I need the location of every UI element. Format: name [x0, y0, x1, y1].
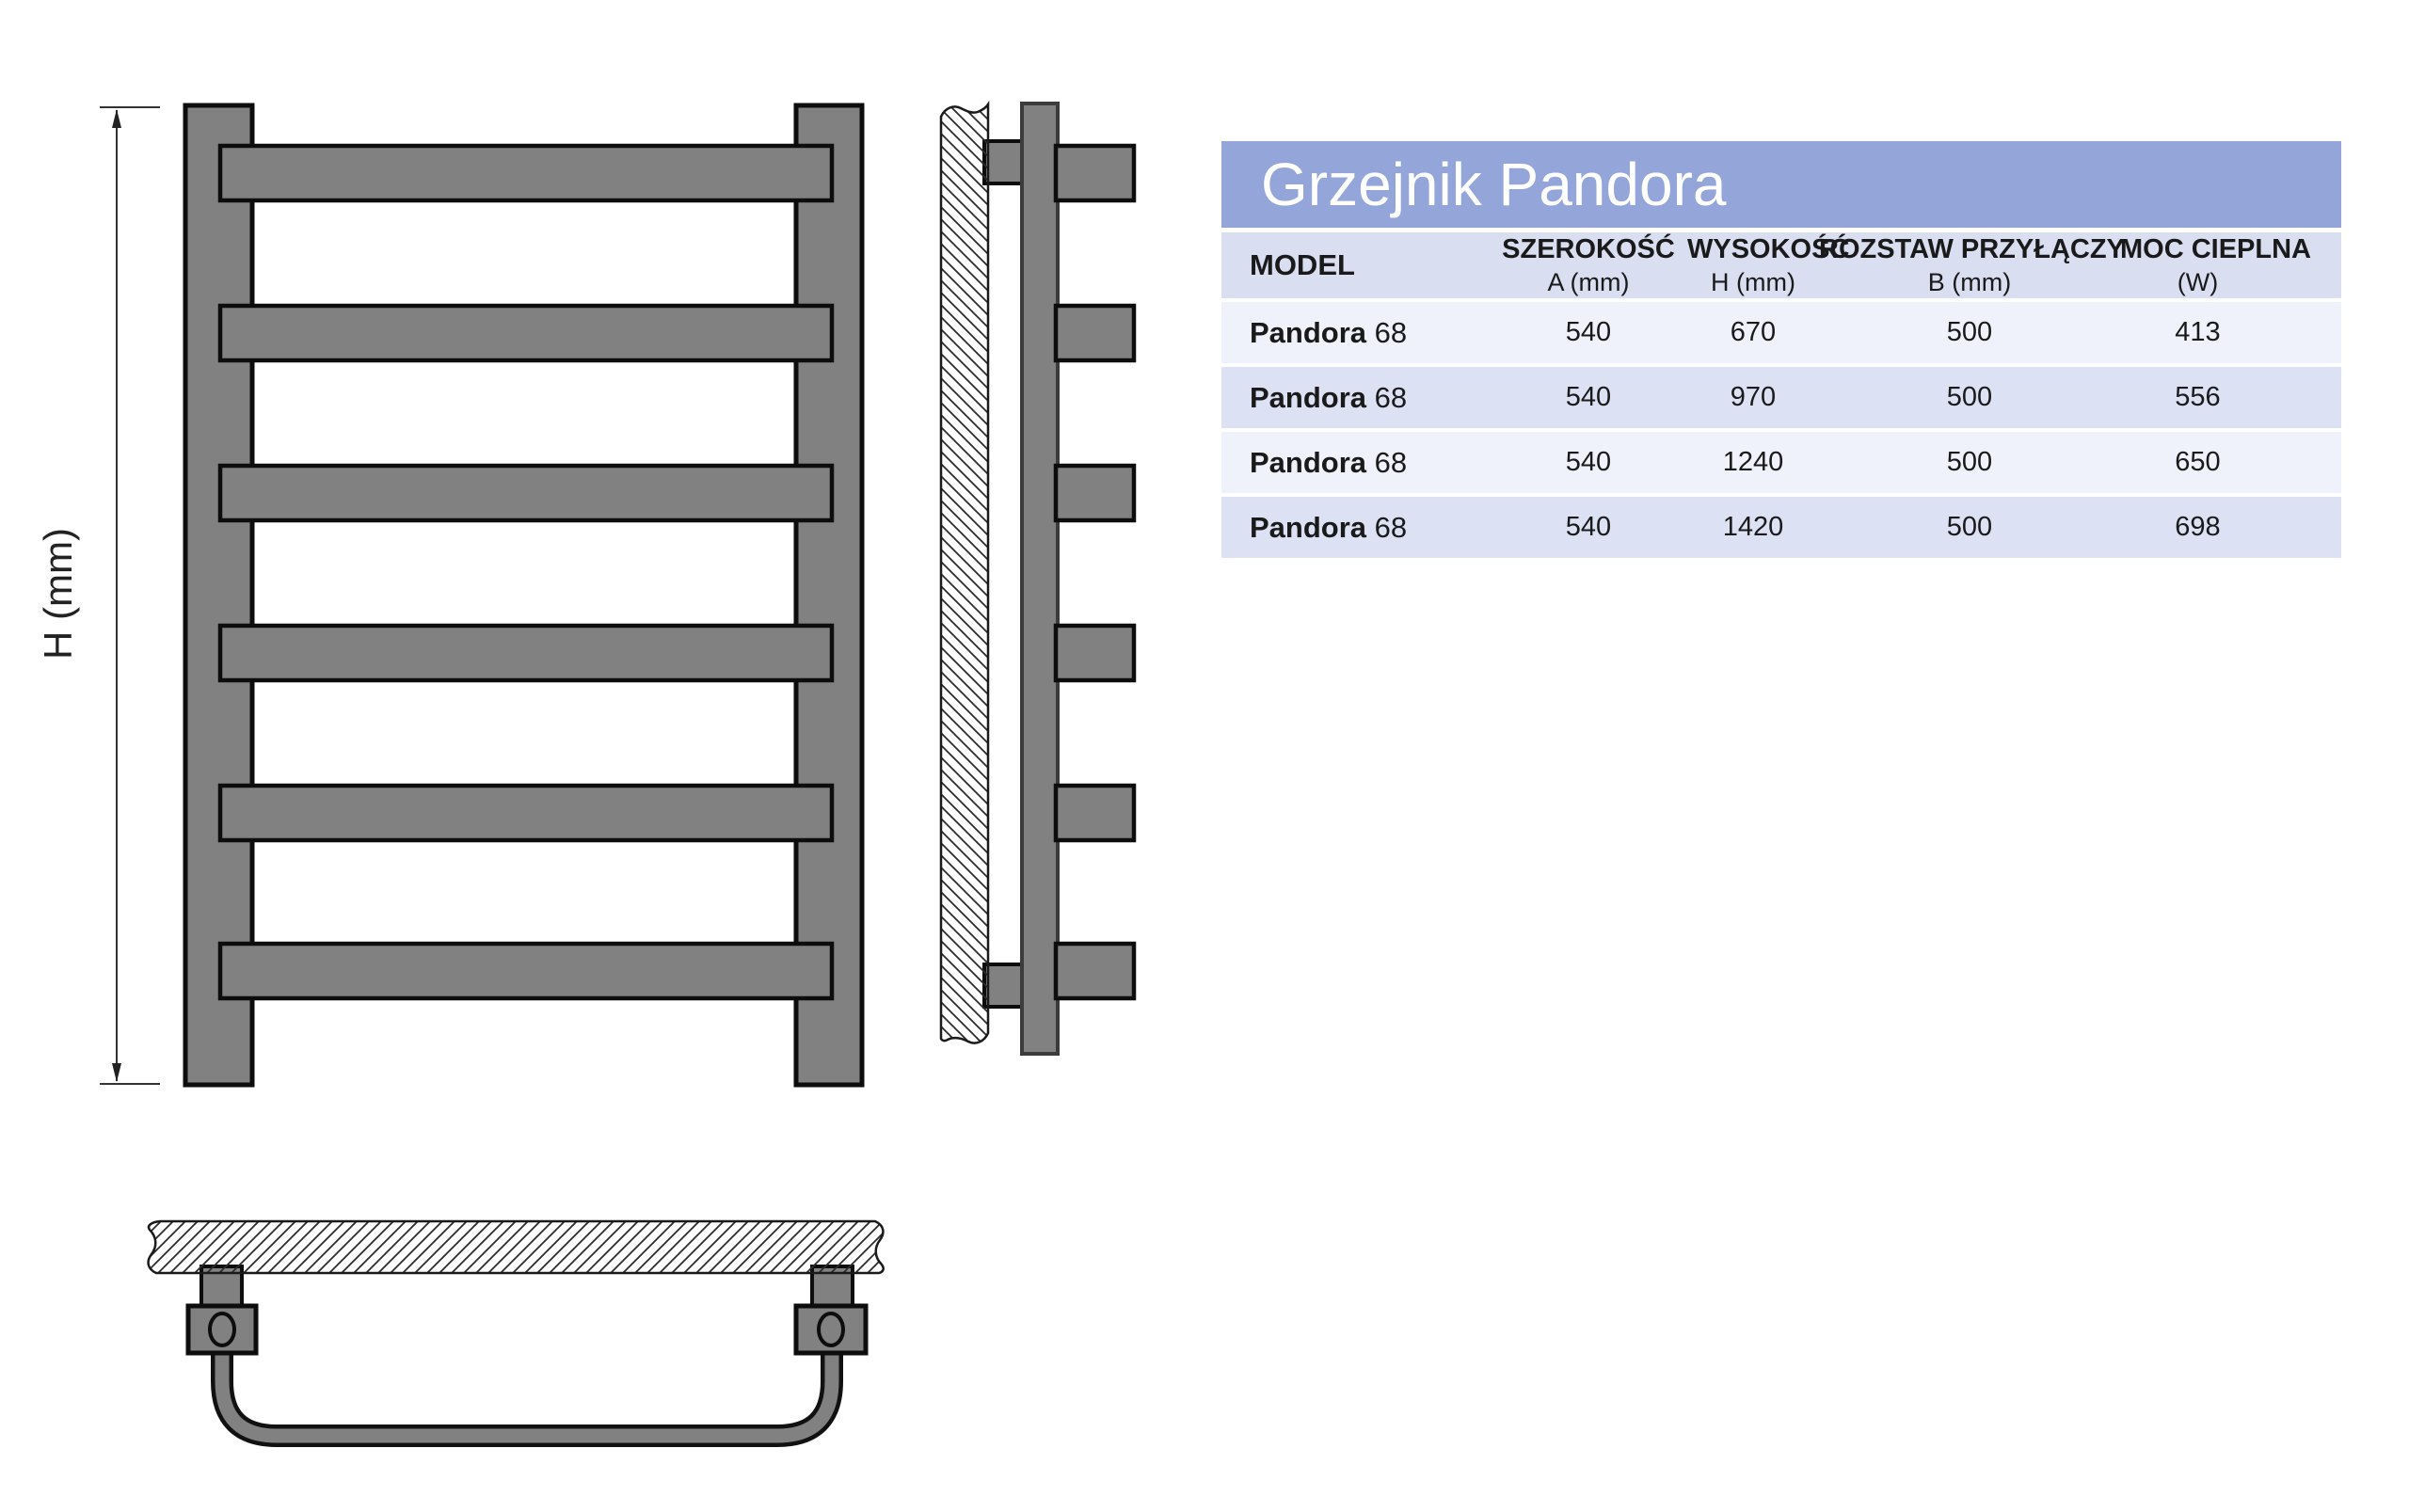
model-name: Pandora	[1250, 380, 1367, 414]
bottom-view	[149, 1221, 884, 1436]
side-view	[941, 103, 1134, 1054]
table-title: Grzejnik Pandora	[1221, 141, 2341, 228]
model-name: Pandora	[1250, 510, 1367, 544]
cell-wysokosc: 1240	[1722, 447, 1784, 477]
table-row	[1221, 302, 2341, 363]
col-header-unit: B (mm)	[1927, 267, 2012, 296]
towel-bar-tube	[222, 1351, 832, 1436]
cell-rozstaw: 500	[1946, 382, 1993, 412]
side-wall-section	[941, 104, 988, 1043]
model-variant: 68	[1374, 380, 1408, 414]
model-variant: 68	[1374, 315, 1408, 349]
cell-moc: 413	[2175, 317, 2221, 347]
cell-szerokosc: 540	[1565, 317, 1612, 347]
cell-rozstaw: 500	[1946, 317, 1993, 347]
col-header-rozstaw	[1819, 233, 2125, 297]
cell-rozstaw: 500	[1946, 512, 1993, 542]
front-right-collector	[796, 105, 862, 1085]
cell-model	[1221, 446, 1490, 480]
col-header-unit: (W)	[2177, 267, 2219, 296]
col-header-wysokosc	[1687, 233, 1850, 297]
dimension-label: H (mm)	[36, 528, 80, 660]
front-rungs	[220, 146, 832, 998]
bottom-wall-section	[149, 1221, 884, 1273]
bottom-right-valve-port	[819, 1313, 843, 1345]
table-row	[1221, 367, 2341, 428]
table-row	[1221, 432, 2341, 493]
col-header-szerokosc	[1490, 234, 1687, 297]
cell-wysokosc: 970	[1730, 382, 1777, 412]
col-header-label: SZEROKOŚĆ	[1502, 233, 1675, 264]
cell-szerokosc: 540	[1565, 382, 1612, 412]
cell-rozstaw: 500	[1946, 447, 1993, 477]
table-row	[1221, 497, 2341, 558]
cell-wysokosc: 1420	[1722, 512, 1784, 542]
col-header-unit: A (mm)	[1547, 267, 1630, 296]
cell-szerokosc: 540	[1565, 512, 1612, 542]
dimension-arrow-down	[112, 1063, 121, 1082]
side-collector	[1022, 103, 1058, 1054]
model-variant: 68	[1374, 510, 1408, 544]
col-header-unit: H (mm)	[1711, 267, 1795, 296]
cell-wysokosc: 670	[1730, 317, 1777, 347]
front-view	[185, 105, 862, 1085]
col-header-label: MOC CIEPLNA	[2120, 233, 2311, 264]
dimension-arrow-up	[112, 109, 121, 128]
cell-moc: 556	[2175, 382, 2221, 412]
col-header-model: MODEL	[1250, 248, 1355, 281]
model-variant: 68	[1374, 445, 1408, 479]
model-name: Pandora	[1250, 445, 1367, 479]
spec-table	[1221, 141, 2341, 558]
col-header-label: WYSOKOŚĆ	[1687, 233, 1850, 264]
side-rungs	[1056, 146, 1134, 998]
cell-moc: 698	[2175, 512, 2221, 542]
front-left-collector	[185, 105, 252, 1085]
height-dimension	[36, 107, 160, 1084]
cell-model	[1221, 381, 1490, 415]
table-header-row	[1221, 232, 2341, 298]
cell-moc: 650	[2175, 447, 2221, 477]
bottom-left-valve-port	[210, 1313, 234, 1345]
model-name: Pandora	[1250, 315, 1367, 349]
col-header-moc	[2120, 234, 2341, 297]
cell-szerokosc: 540	[1565, 447, 1612, 477]
cell-model	[1221, 511, 1490, 545]
col-header-label: ROZSTAW PRZYŁĄCZY	[1819, 233, 2125, 264]
cell-model	[1221, 316, 1490, 350]
